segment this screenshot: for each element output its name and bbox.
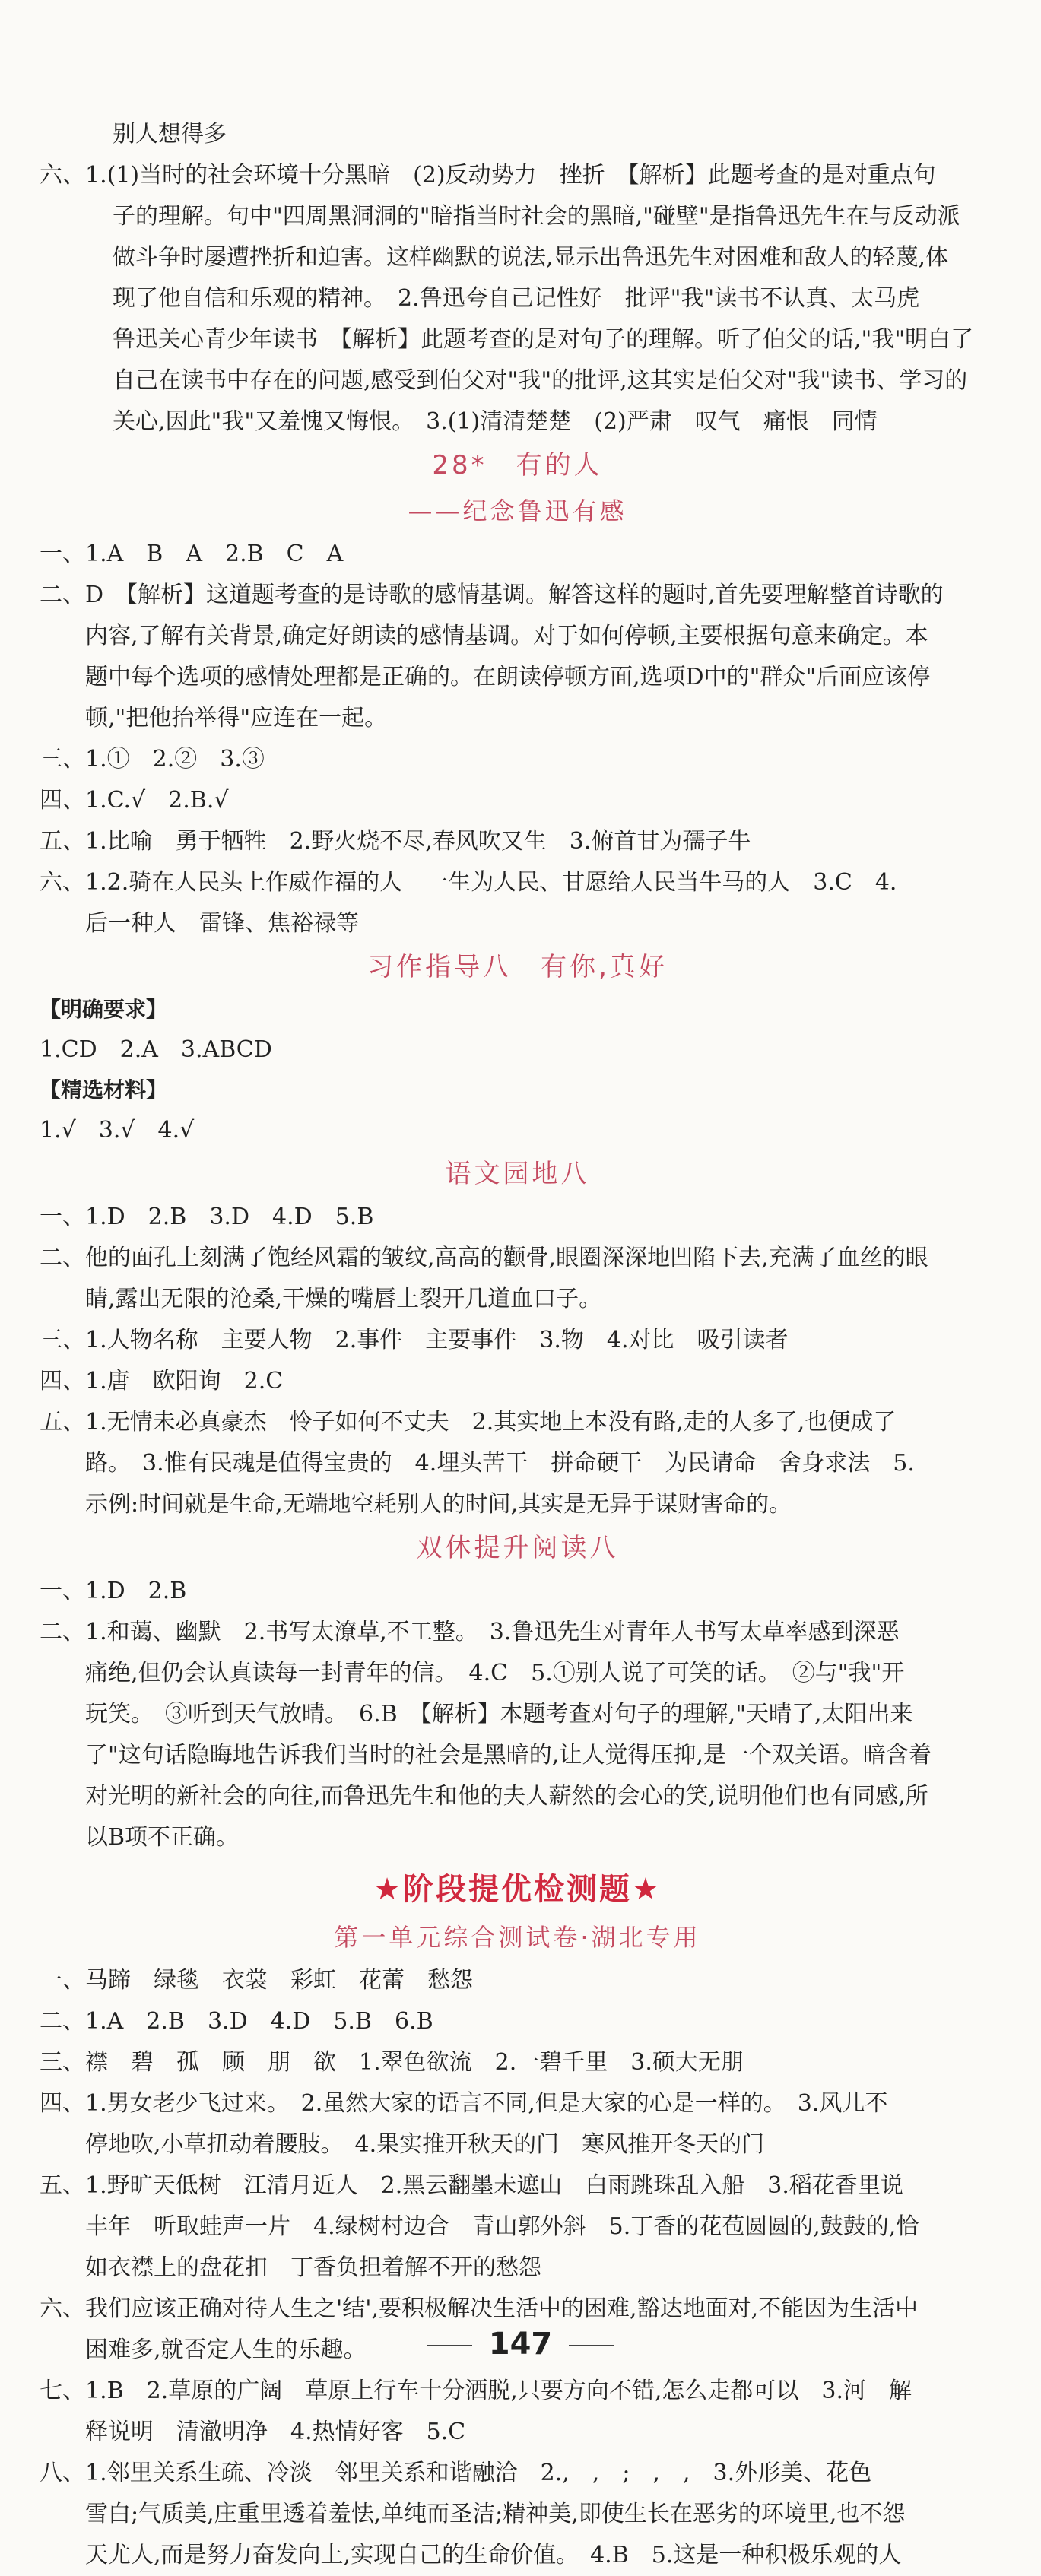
- text-line: 路。 3.惟有民魂是值得宝贵的 4.埋头苦干 拼命硬干 为民请命 舍身求法 5.: [85, 1450, 915, 1477]
- text-line: 以B项不正确。: [85, 1824, 240, 1851]
- text-line: 二、他的面孔上刻满了饱经风霜的皱纹,高高的颧骨,眼圈深深地凹陷下去,充满了血丝的眼: [40, 1245, 928, 1271]
- text-line: 二、1.A 2.B 3.D 4.D 5.B 6.B: [40, 2008, 433, 2035]
- text-line: 了"这句话隐晦地告诉我们当时的社会是黑暗的,让人觉得压抑,是一个双关语。暗含着: [85, 1742, 932, 1769]
- divider: [569, 2345, 614, 2346]
- text-line: 做斗争时屡遭挫折和迫害。这样幽默的说法,显示出鲁迅先生对困难和敌人的轻蔑,体: [113, 244, 949, 271]
- text-line: 五、1.野旷天低树 江清月近人 2.黑云翻墨未遮山 白雨跳珠乱入船 3.稻花香里说: [40, 2172, 903, 2199]
- text-line: 睛,露出无限的沧桑,干燥的嘴唇上裂开几道血口子。: [85, 1286, 602, 1312]
- text-line: 雪白;气质美,庄重里透着羞怯,单纯而圣洁;精神美,即使生长在恶劣的环境里,也不怨: [85, 2501, 906, 2527]
- text-line: 天尤人,而是努力奋发向上,实现自己的生命价值。 4.B 5.这是一种积极乐观的人: [85, 2542, 902, 2568]
- text-line: 玩笑。 ③听到天气放晴。 6.B 【解析】本题考查对句子的理解,"天晴了,太阳出来: [85, 1701, 913, 1727]
- divider: [427, 2345, 472, 2346]
- page-number: [0, 2327, 1041, 2362]
- text-line: 子的理解。句中"四周黑洞洞的"暗指当时社会的黑暗,"碰壁"是指鲁迅先生在与反动派: [113, 203, 960, 230]
- text-line: 三、襟 碧 孤 顾 朋 欲 1.翠色欲流 2.一碧千里 3.硕大无朋: [40, 2049, 744, 2076]
- text-line: 内容,了解有关背景,确定好朗读的感情基调。对于如何停顿,主要根据句意来确定。本: [85, 623, 928, 649]
- text-line: 二、D 【解析】这道题考查的是诗歌的感情基调。解答这样的题时,首先要理解整首诗歌的: [40, 582, 944, 608]
- section-subtitle-28: ——纪念鲁迅有感: [408, 496, 627, 525]
- text-line: 丰年 听取蛙声一片 4.绿树村边合 青山郭外斜 5.丁香的花苞圆圆的,鼓鼓的,恰: [85, 2213, 919, 2240]
- text-line: 六、1.2.骑在人民头上作威作福的人 一生为人民、甘愿给人民当牛马的人 3.C 4.: [40, 869, 897, 896]
- text-line: 五、1.比喻 勇于牺牲 2.野火烧不尽,春风吹又生 3.俯首甘为孺子牛: [40, 828, 751, 855]
- text-line: 四、1.唐 欧阳询 2.C: [40, 1368, 284, 1394]
- text-line: 五、1.无情未必真豪杰 怜子如何不丈夫 2.其实地上本没有路,走的人多了,也便成了: [40, 1409, 897, 1436]
- text-line: 停地吹,小草扭动着腰肢。 4.果实推开秋天的门 寒风推开冬天的门: [85, 2131, 765, 2158]
- text-line: 如衣襟上的盘花扣 丁香负担着解不开的愁怨: [85, 2254, 541, 2281]
- text-line: 一、马蹄 绿毯 衣裳 彩虹 花蕾 愁怨: [40, 1967, 473, 1994]
- text-line: 一、1.D 2.B: [40, 1578, 187, 1604]
- text-line: 三、1.人物名称 主要人物 2.事件 主要事件 3.物 4.对比 吸引读者: [40, 1327, 789, 1353]
- text-line: 鲁迅关心青少年读书 【解析】此题考查的是对句子的理解。听了伯父的话,"我"明白了: [113, 326, 974, 353]
- text-line: 二、1.和蔼、幽默 2.书写太潦草,不工整。 3.鲁迅先生对青年人书写太草率感到深恶: [40, 1619, 900, 1645]
- text-line: 关心,因此"我"又羞愧又悔恨。 3.(1)清清楚楚 (2)严肃 叹气 痛恨 同情: [113, 408, 878, 435]
- text-line: 现了他自信和乐观的精神。 2.鲁迅夸自己记性好 批评"我"读书不认真、太马虎: [113, 285, 920, 312]
- text-line: 六、1.(1)当时的社会环境十分黑暗 (2)反动势力 挫折 【解析】此题考查的是对重点句: [40, 162, 936, 189]
- stage-test-title: ★阶段提优检测题★: [373, 1872, 662, 1907]
- text-line: 后一种人 雷锋、焦裕禄等: [85, 910, 359, 937]
- section-title-28: 28* 有的人: [432, 450, 603, 481]
- text-line: 释说明 清澈明净 4.热情好客 5.C: [85, 2419, 466, 2445]
- text-line: 别人想得多: [113, 121, 227, 148]
- section-label: 【精选材料】: [40, 1077, 168, 1102]
- text-line: 1.√ 3.√ 4.√: [40, 1117, 195, 1144]
- section-title-xizuo: 习作指导八 有你,真好: [367, 952, 668, 982]
- text-line: 四、1.男女老少飞过来。 2.虽然大家的语言不同,但是大家的心是一样的。 3.风儿不: [40, 2090, 888, 2117]
- section-title-yuwen: 语文园地八: [445, 1159, 590, 1189]
- text-line: 一、1.D 2.B 3.D 4.D 5.B: [40, 1204, 374, 1230]
- text-line: 痛绝,但仍会认真读每一封青年的信。 4.C 5.①别人说了可笑的话。 ②与"我"开: [85, 1660, 905, 1686]
- text-line: 1.CD 2.A 3.ABCD: [40, 1036, 272, 1063]
- text-line: 题中每个选项的感情处理都是正确的。在朗读停顿方面,选项D中的"群众"后面应该停: [85, 664, 931, 690]
- section-label: 【明确要求】: [40, 997, 168, 1022]
- text-line: 三、1.① 2.② 3.③: [40, 746, 265, 772]
- text-line: 顿,"把他抬举得"应连在一起。: [85, 705, 388, 731]
- page-number-value: 147: [488, 2327, 553, 2362]
- text-line: 一、1.A B A 2.B C A: [40, 541, 344, 567]
- text-line: 八、1.邻里关系生疏、冷淡 邻里关系和谐融洽 2., , ; , , 3.外形美、花色: [40, 2460, 872, 2486]
- text-line: 七、1.B 2.草原的广阔 草原上行车十分洒脱,只要方向不错,怎么走都可以 3.河 解: [40, 2378, 912, 2404]
- text-line: 对光明的新社会的向往,而鲁迅先生和他的夫人薪然的会心的笑,说明他们也有同感,所: [85, 1783, 928, 1810]
- text-line: 六、我们应该正确对待人生之'结',要积极解决生活中的困难,豁达地面对,不能因为生活中: [40, 2295, 919, 2322]
- unit-test-subtitle: 第一单元综合测试卷·湖北专用: [334, 1923, 701, 1952]
- text-line: 四、1.C.√ 2.B.√: [40, 787, 229, 814]
- text-line: 自己在读书中存在的问题,感受到伯父对"我"的批评,这其实是伯父对"我"读书、学习的: [113, 367, 968, 394]
- text-line: 困难多,就否定人生的乐趣。: [85, 2336, 367, 2363]
- text-line: 示例:时间就是生命,无端地空耗别人的时间,其实是无异于谋财害命的。: [85, 1491, 792, 1518]
- section-title-shuangxiu: 双休提升阅读八: [416, 1533, 619, 1563]
